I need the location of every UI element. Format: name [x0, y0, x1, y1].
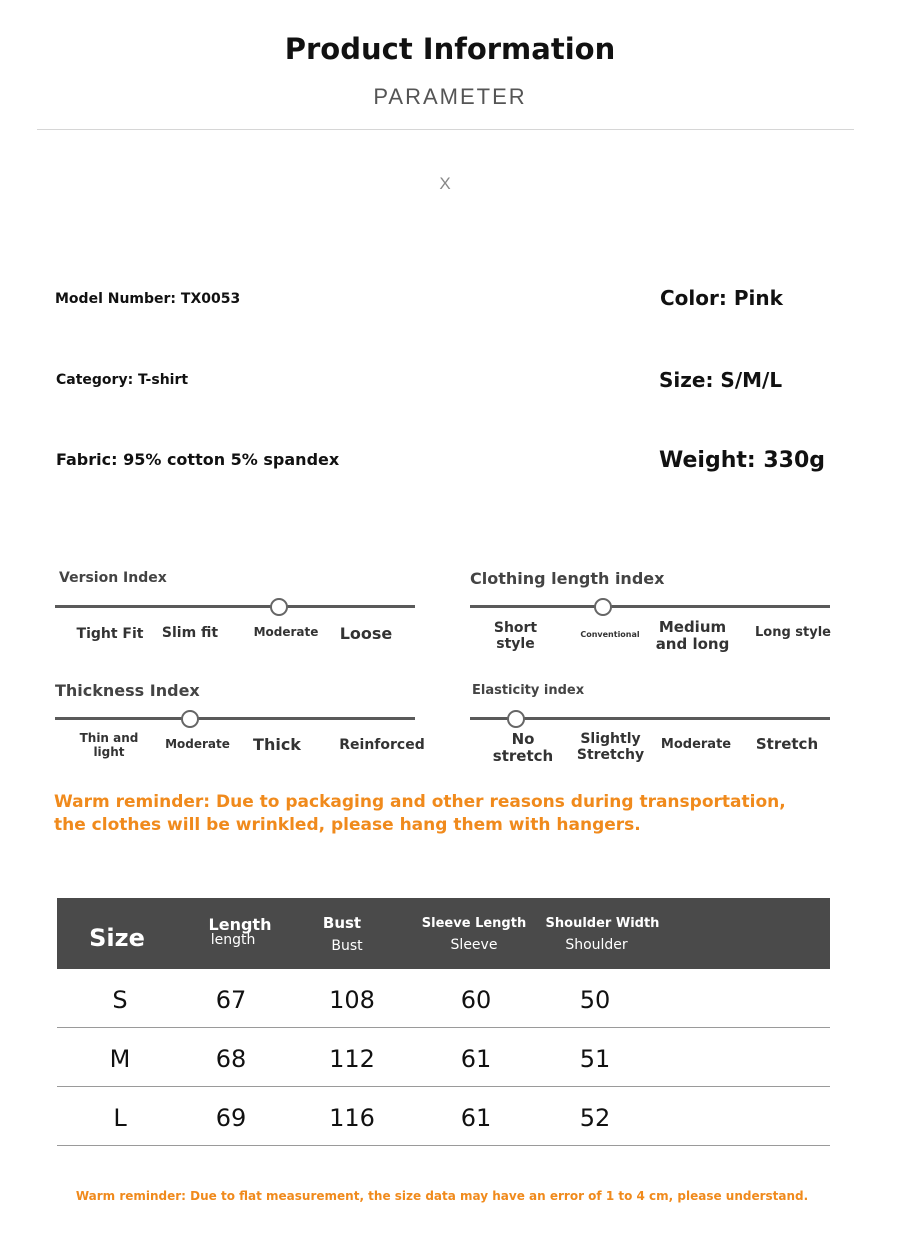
header-bust-main: Bust — [322, 914, 362, 932]
length-index-track — [470, 605, 830, 608]
spec-fabric: Fabric: 95% cotton 5% spandex — [56, 450, 340, 469]
cell-bust: 116 — [329, 1104, 375, 1132]
spec-category: Category: T-shirt — [56, 372, 189, 388]
version-label-slim-fit: Slim fit — [161, 625, 219, 641]
elasticity-label-no-stretch: No stretch — [492, 730, 554, 766]
header-size-label: Size — [89, 924, 145, 952]
elasticity-label-moderate: Moderate — [660, 737, 732, 752]
thickness-index-track — [55, 717, 415, 720]
warm-reminder-transport-line1: Warm reminder: Due to packaging and other reasons during transportation, — [54, 792, 786, 812]
header-shoulder-main: Shoulder Width — [545, 916, 660, 931]
cell-bust: 112 — [329, 1045, 375, 1073]
size-table — [57, 898, 830, 1146]
version-label-moderate: Moderate — [253, 625, 319, 639]
cell-size: L — [113, 1104, 127, 1132]
header-divider — [37, 129, 854, 130]
elasticity-label-stretch: Stretch — [755, 735, 819, 753]
header-sleeve-sub: Sleeve — [450, 937, 498, 953]
warm-reminder-transport-line2: the clothes will be wrinkled, please hang them with hangers. — [54, 815, 641, 835]
cell-size: M — [109, 1045, 131, 1073]
header-length-sub: length — [210, 932, 256, 948]
header-length — [190, 915, 290, 948]
header-bust-sub: Bust — [331, 938, 363, 954]
cell-shoulder: 52 — [579, 1104, 611, 1132]
thickness-label-thin-and-light: Thin and light — [79, 731, 139, 759]
table-row — [57, 1028, 830, 1087]
header-shoulder-sub: Shoulder — [565, 937, 628, 953]
thickness-label-moderate: Moderate — [165, 737, 230, 751]
cell-sleeve: 61 — [460, 1045, 492, 1073]
spec-size: Size: S/M/L — [659, 368, 783, 392]
header-shoulder-width — [540, 916, 665, 953]
cell-sleeve: 61 — [460, 1104, 492, 1132]
warm-reminder-measurement: Warm reminder: Due to flat measurement, the size data may have an error of 1 to 4 cm, please understand. — [75, 1189, 809, 1203]
size-table-header — [57, 898, 830, 969]
x-mark: X — [439, 174, 451, 193]
thickness-index-knob — [181, 710, 199, 728]
cell-length: 69 — [215, 1104, 247, 1132]
version-label-loose: Loose — [339, 624, 393, 643]
spec-color: Color: Pink — [660, 286, 783, 310]
length-label-conventional: Conventional — [580, 630, 640, 639]
elasticity-index-knob — [507, 710, 525, 728]
thickness-index-title: Thickness Index — [55, 681, 200, 700]
cell-shoulder: 50 — [579, 986, 611, 1014]
version-index-title: Version Index — [59, 570, 167, 586]
thickness-label-reinforced: Reinforced — [339, 737, 425, 753]
cell-bust: 108 — [329, 986, 375, 1014]
length-label-short-style: Short style — [493, 620, 538, 653]
table-row — [57, 969, 830, 1028]
page-title: Product Information — [284, 32, 616, 66]
cell-length: 68 — [215, 1045, 247, 1073]
version-index-knob — [270, 598, 288, 616]
page-subtitle: PARAMETER — [373, 84, 527, 109]
table-row — [57, 1087, 830, 1146]
cell-size: S — [112, 986, 128, 1014]
spec-weight: Weight: 330g — [659, 448, 825, 473]
header-size — [77, 924, 157, 952]
header-sleeve-main: Sleeve Length — [421, 916, 527, 931]
warm-reminder-transport — [54, 791, 786, 837]
cell-sleeve: 60 — [460, 986, 492, 1014]
cell-length: 67 — [215, 986, 247, 1014]
cell-shoulder: 51 — [579, 1045, 611, 1073]
length-index-title: Clothing length index — [470, 569, 665, 588]
version-index-track — [55, 605, 415, 608]
length-label-medium-and-long: Medium and long — [655, 618, 730, 654]
thickness-label-thick: Thick — [253, 735, 301, 754]
length-index-knob — [594, 598, 612, 616]
header-bust — [302, 914, 392, 954]
length-label-long-style: Long style — [754, 625, 831, 640]
header-length-main: Length — [208, 915, 272, 934]
header-sleeve-length — [414, 916, 534, 953]
elasticity-index-title: Elasticity index — [472, 683, 585, 698]
version-label-tight-fit: Tight Fit — [76, 626, 144, 642]
elasticity-label-slightly-stretchy: Slightly Stretchy — [576, 731, 645, 764]
spec-model-number: Model Number: TX0053 — [55, 291, 241, 307]
